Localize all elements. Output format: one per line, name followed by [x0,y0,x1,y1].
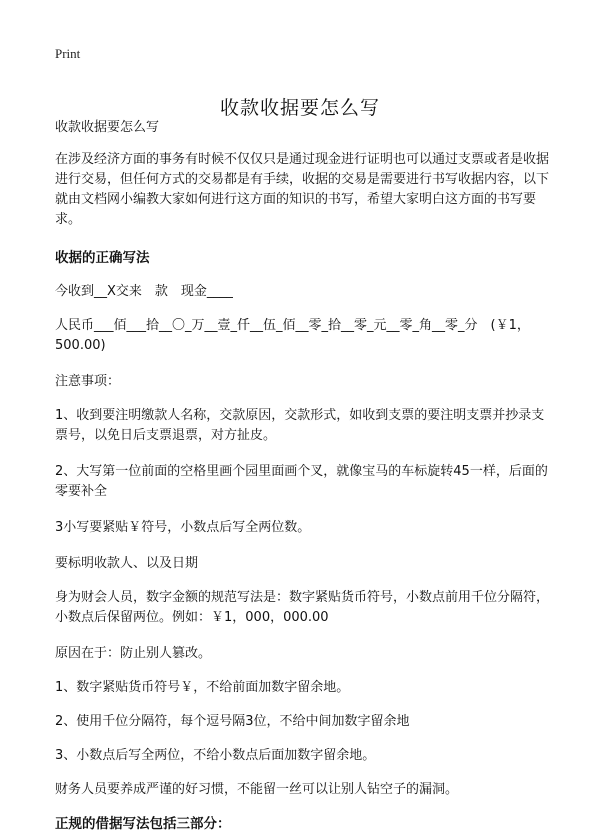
document-title: 收款收据要怎么写 [219,96,380,119]
notes-heading: 注意事项： [55,374,121,389]
habit-paragraph: 财务人员要养成严谨的好习惯，不能留一丝可以让别人钻空子的漏洞。 [55,782,459,797]
note-item-2: 2、大写第一位前面的空格里画个园里面画个叉，就像宝马的车标旋转45一样，后面的零要补全 [55,464,548,499]
section-heading-correct-writing: 收据的正确写法 [55,250,150,266]
receipt-received-line: 今收到__X交来 款 现金____ [55,284,233,299]
print-link[interactable]: Print [55,46,81,61]
mark-payer-line: 要标明收款人、以及日期 [55,556,199,571]
norm-paragraph: 身为财会人员，数字金额的规范写法是：数字紧贴货币符号，小数点前用千位分隔符，小数点后保留两位。例如：￥1，000，000.00 [55,590,550,625]
reason-item-2: 2、使用千位分隔符，每个逗号隔3位，不给中间加数字留余地 [55,714,410,729]
section-heading-iou-format: 正规的借据写法包括三部分： [55,816,231,832]
note-item-3: 3小写要紧贴￥符号，小数点后写全两位数。 [55,520,311,535]
intro-paragraph: 在涉及经济方面的事务有时候不仅仅只是通过现金进行证明也可以通过支票或者是收据进行交易，但任何方式的交易都是有手续，收据的交易是需要进行书写收据内容，以下就由文档网小编教大家如何进行这方面的知识的书写，希望大家明白这方面的书写要求。 [55,152,550,227]
note-item-1: 1、收到要注明缴款人名称，交款原因，交款形式，如收到支票的要注明支票并抄录支票号，以免日后支票退票，对方扯皮。 [55,408,545,443]
reason-item-1: 1、数字紧贴货币符号￥，不给前面加数字留余地。 [55,680,350,695]
document-body [55,118,555,834]
receipt-amount-line: 人民币___佰___拾__〇_万__壹_仟__伍_佰__零_拾__零_元__零_角__零_分 (￥1，500.00) [55,318,530,353]
document-subtitle: 收款收据要怎么写 [55,120,160,135]
reason-item-3: 3、小数点后写全两位，不给小数点后面加数字留余地。 [55,748,376,763]
reason-line: 原因在于：防止别人篡改。 [55,646,212,661]
